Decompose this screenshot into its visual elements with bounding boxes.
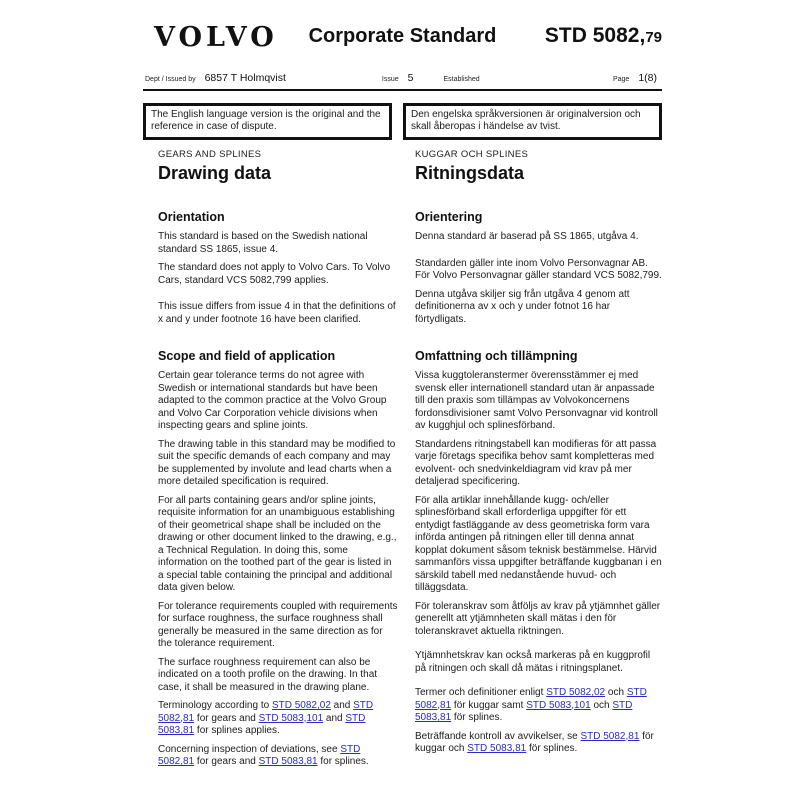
scope-en-paragraph-2: The drawing table in this standard may be modified to suit the specific demands of each company and may be supplemented by involute and lead charts when a more detailed specification is required. bbox=[158, 438, 396, 487]
notice-english: The English language version is the original and the reference in case of dispute. bbox=[143, 103, 392, 140]
page-content bbox=[143, 0, 662, 775]
subject-label-en: GEARS AND SPLINES bbox=[158, 149, 262, 160]
std-reference-link[interactable]: STD 5083,81 bbox=[258, 756, 318, 767]
notice-swedish: Den engelska språkversionen är originalversion och skall åberopas i händelse av tvist. bbox=[403, 103, 662, 140]
document-title-sv: Ritningsdata bbox=[415, 163, 525, 183]
volvo-logo: VOLVO bbox=[154, 22, 278, 53]
std-reference-link[interactable]: STD 5082,02 bbox=[271, 700, 331, 711]
scope-en-paragraph-5: The surface roughness requirement can also be indicated on a tooth profile on the drawing. In that case, it shall be measured in the drawing plane. bbox=[158, 656, 378, 693]
orientation-en-paragraph-3: This issue differs from issue 4 in that the definitions of x and y under footnote 16 have been clarified. bbox=[158, 301, 396, 325]
heading-orientation-en: Orientation bbox=[158, 210, 225, 224]
column-english bbox=[158, 149, 398, 775]
section-scope-sv bbox=[415, 349, 662, 756]
orientation-en-paragraph-2: The standard does not apply to Volvo Cars. To Volvo Cars, standard VCS 5082,799 applies. bbox=[158, 262, 391, 286]
scope-sv-paragraph-6: Termer och definitioner enligt STD 5082,02 och STD 5082,81 för kuggar samt STD 5083,101 och STD 5083,81 för splines. bbox=[415, 687, 647, 723]
std-reference-link[interactable]: STD 5082,81 bbox=[158, 700, 374, 724]
orientation-sv-paragraph-1: Denna standard är baserad på SS 1865, utgåva 4. bbox=[415, 231, 639, 242]
dept-issued-by-value: 6857 T Holmqvist bbox=[204, 72, 286, 84]
page-label: Page bbox=[612, 76, 630, 83]
established-label: Established bbox=[443, 76, 480, 83]
scope-en-paragraph-4: For tolerance requirements coupled with requirements for surface roughness, the surface roughness shall generally be measured in the same direction as for the tolerance requirement. bbox=[158, 600, 398, 649]
scope-sv-paragraph-1: Vissa kuggtoleranstermer överensstämmer ej med svensk eller internationell standard utan är anpassade till den praxis som tillämpas av Volvokoncernens fordonsdivisioner samt Volvo Personvagnar vid kontroll av kugghjul och splinesförband. bbox=[415, 370, 658, 431]
std-reference-link[interactable]: STD 5082,81 bbox=[158, 743, 361, 767]
section-orientation-sv bbox=[415, 210, 662, 349]
standard-number-main: STD 5082, bbox=[544, 24, 646, 47]
subject-label-sv: KUGGAR OCH SPLINES bbox=[415, 149, 529, 160]
std-reference-link[interactable]: STD 5082,81 bbox=[580, 730, 640, 742]
scope-en-paragraph-6: Terminology according to STD 5082,02 and STD 5082,81 for gears and STD 5083,101 and STD 5083,81 for splines applies. bbox=[158, 700, 374, 736]
std-reference-link[interactable]: STD 5083,81 bbox=[467, 743, 527, 754]
orientation-sv-paragraph-3: Denna utgåva skiljer sig från utgåva 4 genom att definitionerna av x och y under fotnot 16 har förtydligats. bbox=[415, 288, 630, 325]
heading-orientation-sv: Orientering bbox=[415, 210, 483, 224]
scope-sv-paragraph-7: Beträffande kontroll av avvikelser, se STD 5082,81 för kuggar och STD 5083,81 för splines. bbox=[415, 730, 654, 754]
std-reference-link[interactable]: STD 5082,81 bbox=[415, 687, 647, 711]
standard-number bbox=[545, 24, 662, 48]
heading-scope-en: Scope and field of application bbox=[158, 349, 336, 363]
scope-sv-paragraph-3: För alla artiklar innehållande kugg- och/eller splinesförband skall erforderliga uppgifter för ett entydigt fastläggande av dess geometriska form vara införda antingen på ritningen eller till denna annat kopplat dokument såsom teknisk bestämmelse. Härvid sammanförs vissa uppgifter beträffande kuggbanan i en särskild tabell med nedanstående huvud- och tilläggsdata. bbox=[415, 494, 662, 593]
std-reference-link[interactable]: STD 5083,101 bbox=[526, 699, 591, 711]
std-reference-link[interactable]: STD 5083,81 bbox=[415, 699, 633, 723]
scope-sv-paragraph-4: För toleranskrav som åtföljs av krav på ytjämnhet gäller generellt att ytjämnheten skall mätas i den för toleranskravet aktuella riktningen. bbox=[415, 600, 661, 637]
orientation-en-paragraph-1: This standard is based on the Swedish national standard SS 1865, issue 4. bbox=[158, 231, 368, 255]
document-header bbox=[143, 21, 662, 91]
header-meta-row bbox=[143, 72, 662, 84]
dept-issued-by-label: Dept / Issued by bbox=[145, 76, 196, 83]
titleblock-sv bbox=[415, 149, 662, 184]
issue-label: Issue bbox=[381, 76, 399, 83]
std-reference-link[interactable]: STD 5083,81 bbox=[158, 712, 366, 736]
titleblock-en bbox=[158, 149, 398, 184]
scope-en-paragraph-7: Concerning inspection of deviations, see STD 5082,81 for gears and STD 5083,81 for splines. bbox=[158, 743, 369, 767]
column-swedish bbox=[415, 149, 662, 775]
scope-sv-paragraph-2: Standardens ritningstabell kan modifieras för att passa varje företags specifika behov samt kompletteras med evolvent- och snedvinkeldiagram vid krav på mer detaljerad specificering. bbox=[415, 438, 657, 487]
document-title-en: Drawing data bbox=[158, 163, 272, 183]
section-scope-en bbox=[158, 349, 398, 769]
issue-value: 5 bbox=[407, 72, 414, 84]
page-value: 1(8) bbox=[638, 72, 657, 84]
std-reference-link[interactable]: STD 5082,02 bbox=[546, 687, 606, 698]
scope-sv-paragraph-5: Ytjämnhetskrav kan också markeras på en kuggprofil på ritningen och skall då mätas i ritningsplanet. bbox=[415, 650, 651, 674]
header-top-row bbox=[143, 21, 662, 57]
dispute-notices bbox=[143, 103, 662, 140]
heading-scope-sv: Omfattning och tillämpning bbox=[415, 349, 578, 363]
orientation-sv-paragraph-2: Standarden gäller inte inom Volvo Personvagnar AB. För Volvo Personvagnar gäller standard VCS 5082,799. bbox=[415, 257, 662, 281]
scope-en-paragraph-1: Certain gear tolerance terms do not agree with Swedish or international standards but have been adapted to the common practice at the Volvo Group and Volvo Car Corporation vehicle divisions when inspecting gears and spline joints. bbox=[158, 370, 387, 431]
scope-en-paragraph-3: For all parts containing gears and/or spline joints, requisite information for an unambiguous establishing of their geometrical shape shall be included on the drawing or other document linked to the drawing, e.g., a Technical Regulation. In doing this, some information on the toothed part of the gear is listed in a special table containing the principal and additional data given below. bbox=[158, 494, 397, 593]
std-reference-link[interactable]: STD 5083,101 bbox=[258, 712, 324, 724]
two-column-body bbox=[158, 149, 662, 775]
standard-number-suffix: 79 bbox=[645, 29, 662, 46]
section-orientation-en bbox=[158, 210, 398, 349]
doc-type-title: Corporate Standard bbox=[308, 25, 497, 47]
header-rule bbox=[143, 89, 662, 91]
